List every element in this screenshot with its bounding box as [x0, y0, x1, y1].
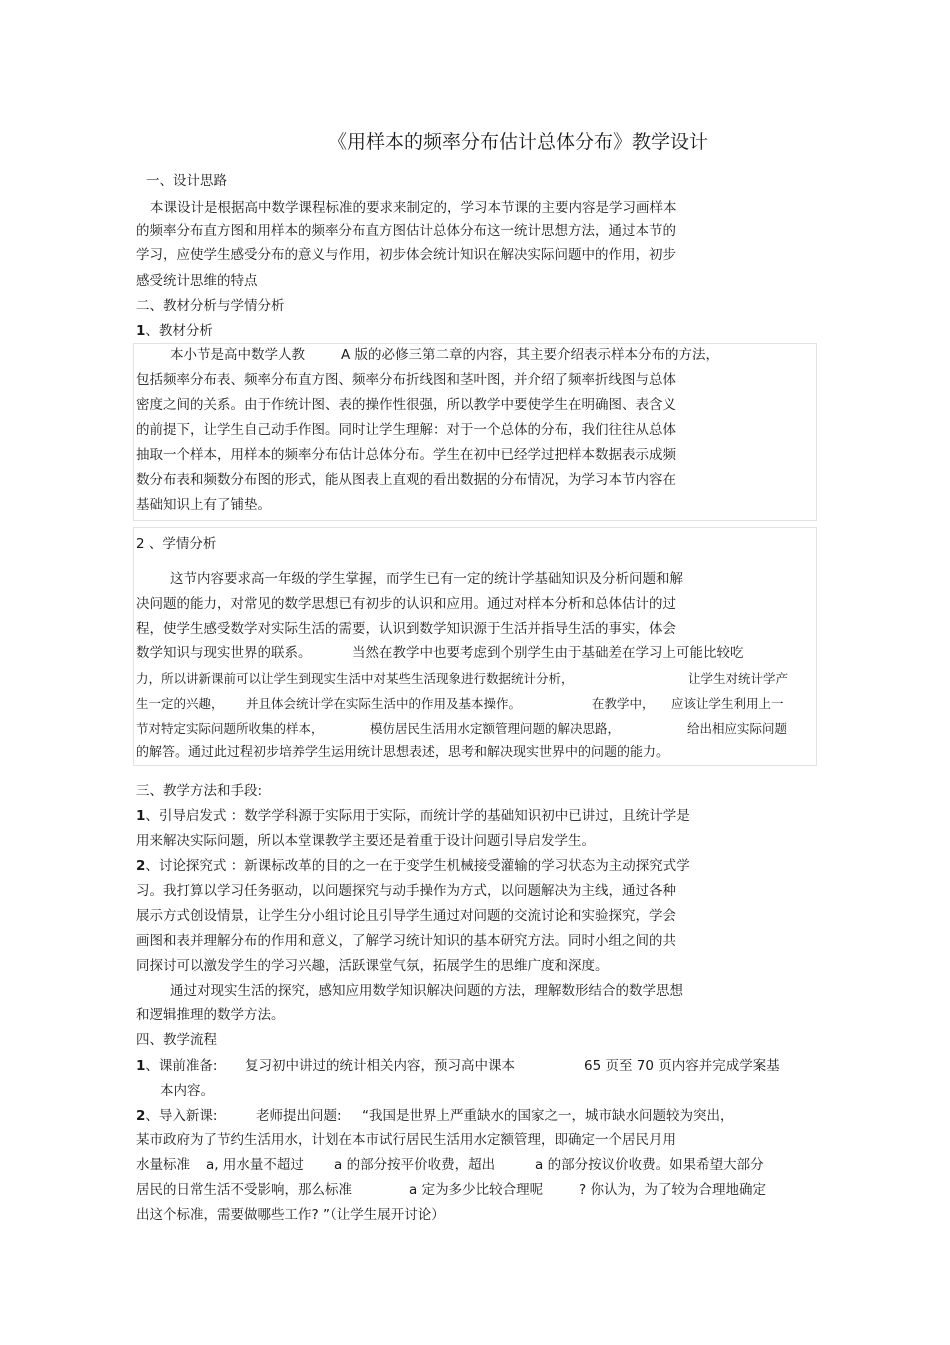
- paragraph-line: a 的部分按平价收费，超出: [334, 1157, 496, 1173]
- paragraph-line: 节对特定实际问题所收集的样本，: [136, 721, 324, 736]
- paragraph-line: 这节内容要求高一年级的学生掌握，而学生已有一定的统计学基础知识及分析问题和解: [170, 571, 683, 587]
- method-item-2: [136, 857, 690, 875]
- paragraph-line: 抽取一个样本，用样本的频率分布估计总体分布。学生在初中已经学过把样本数据表示成频: [136, 447, 676, 463]
- paragraph-line: 本课设计是根据高中数学课程标准的要求来制定的，学习本节课的主要内容是学习画样本: [150, 200, 677, 216]
- paragraph-line: 程，使学生感受数学对实际生活的需要，认识到数学知识源于生活并指导生活的事实，体会: [136, 621, 676, 637]
- paragraph-line: 习。我打算以学习任务驱动，以问题探究与动手操作为方式，以问题解决为主线，通过各种: [136, 883, 676, 899]
- paragraph-line: 居民的日常生活不受影响，那么标准: [136, 1182, 352, 1198]
- paragraph-line: 学习，应使学生感受分布的意义与作用，初步体会统计知识在解决实际问题中的作用，初步: [136, 247, 676, 263]
- subsection-heading-students: 2 、学情分析: [136, 536, 217, 552]
- paragraph-line: 画图和表并理解分布的作用和意义，了解学习统计知识的基本研究方法。同时小组之间的共: [136, 933, 676, 949]
- section-heading-process: 四、教学流程: [136, 1032, 217, 1048]
- paragraph-line: 应该让学生利用上一: [671, 696, 784, 711]
- document-title: 《用样本的频率分布估计总体分布》教学设计: [328, 131, 709, 153]
- paragraph-line: 老师提出问题:: [256, 1108, 342, 1124]
- paragraph-line: 展示方式创设情景，让学生分小组讨论且引导学生通过对问题的交流讨论和实验探究，学会: [136, 908, 676, 924]
- paragraph-line: 在教学中，: [592, 696, 655, 711]
- paragraph-line: “我国是世界上严重缺水的国家之一，城市缺水问题较为突出，: [362, 1108, 734, 1124]
- paragraph-line: 包括频率分布表、频率分布直方图、频率分布折线图和茎叶图，并介绍了频率折线图与总体: [136, 372, 676, 388]
- paragraph-line: 让学生对统计学产: [688, 671, 789, 686]
- paragraph-line: 本内容。: [160, 1083, 214, 1099]
- paragraph-line: 水量标准: [136, 1157, 190, 1173]
- item-label: 、课前准备:: [145, 1058, 218, 1074]
- paragraph-line: 并且体会统计学在实际生活中的作用及基本操作。: [246, 696, 522, 711]
- paragraph-line: 用来解决实际问题，所以本堂课教学主要还是着重于设计问题引导启发学生。: [136, 833, 595, 849]
- paragraph-line: a 定为多少比较合理呢: [409, 1182, 544, 1198]
- subsection-number: 1: [136, 323, 146, 339]
- paragraph-line: 感受统计思维的特点: [136, 273, 258, 289]
- item-number: 1: [136, 808, 146, 824]
- section-heading-methods: 三、教学方法和手段:: [136, 783, 263, 799]
- paragraph-line: 给出相应实际问题: [687, 721, 788, 736]
- paragraph-line: 的解答。通过此过程初步培养学生运用统计思想表述，思考和解决现实世界中的问题的能力。: [136, 745, 670, 760]
- subsection-label: 、教材分析: [145, 323, 213, 339]
- paragraph-line: 决问题的能力，对常见的数学思想已有初步的认识和应用。通过对样本分析和总体估计的过: [136, 596, 676, 612]
- section-heading-design-idea: 一、设计思路: [146, 173, 227, 189]
- process-item-1: [136, 1057, 217, 1075]
- paragraph-line: 模仿居民生活用水定额管理问题的解决思路，: [370, 721, 621, 736]
- paragraph-line: 数学知识与现实世界的联系。: [136, 645, 312, 661]
- paragraph-line: 通过对现实生活的探究，感知应用数学知识解决问题的方法，理解数形结合的数学思想: [170, 983, 683, 999]
- paragraph-line: 某市政府为了节约生活用水，计划在本市试行居民生活用水定额管理，即确定一个居民月用: [136, 1132, 676, 1148]
- paragraph-line: 、引导启发式 ：数学学科源于实际用于实际，而统计学的基础知识初中已讲过，且统计学是: [145, 808, 690, 824]
- paragraph-line: 65 页至 70 页内容并完成学案基: [584, 1058, 780, 1074]
- item-number: 2: [136, 1108, 146, 1124]
- paragraph-line: 复习初中讲过的统计相关内容，预习高中课本: [245, 1058, 515, 1074]
- paragraph-line: a 的部分按议价收费。如果希望大部分: [535, 1157, 764, 1173]
- paragraph-line: 生一定的兴趣，: [136, 696, 224, 711]
- paragraph-line: ? 你认为，为了较为合理地确定: [579, 1182, 766, 1198]
- paragraph-line: 出这个标准，需要做哪些工作? ”（让学生展开讨论）: [136, 1207, 445, 1223]
- paragraph-line: 力，所以讲新课前可以让学生到现实生活中对某些生活现象进行数据统计分析，: [136, 671, 574, 686]
- paragraph-line: 和逻辑推理的数学方法。: [136, 1007, 285, 1023]
- paragraph-line: 的频率分布直方图和用样本的频率分布直方图估计总体分布这一统计思想方法，通过本节的: [136, 223, 676, 239]
- section-heading-analysis: 二、教材分析与学情分析: [136, 298, 285, 314]
- paragraph-line: 当然在教学中也要考虑到个别学生由于基础差在学习上可能比较吃: [352, 645, 744, 661]
- subsection-heading-textbook: [136, 322, 213, 340]
- item-number: 2: [136, 858, 146, 874]
- item-label: 、导入新课:: [145, 1108, 218, 1124]
- method-item-1: [136, 807, 690, 825]
- paragraph-line: a, 用水量不超过: [206, 1157, 304, 1173]
- item-number: 1: [136, 1058, 146, 1074]
- paragraph-line: 本小节是高中数学人教: [170, 347, 305, 363]
- paragraph-line: 数分布表和频数分布图的形式，能从图表上直观的看出数据的分布情况，为学习本节内容在: [136, 472, 676, 488]
- paragraph-line: 密度之间的关系。由于作统计图、表的操作性很强，所以教学中要使学生在明确图、表含义: [136, 397, 676, 413]
- paragraph-line: 、讨论探究式 ：新课标改革的目的之一在于变学生机械接受灌输的学习状态为主动探究式学: [145, 858, 690, 874]
- paragraph-line: 的前提下，让学生自己动手作图。同时让学生理解：对于一个总体的分布，我们往往从总体: [136, 422, 676, 438]
- paragraph-line: A 版的必修三第二章的内容，其主要介绍表示样本分布的方法，: [341, 347, 720, 363]
- paragraph-line: 基础知识上有了铺垫。: [136, 497, 271, 513]
- process-item-2: [136, 1107, 217, 1125]
- paragraph-line: 同探讨可以激发学生的学习兴趣，活跃课堂气氛，拓展学生的思维广度和深度。: [136, 958, 609, 974]
